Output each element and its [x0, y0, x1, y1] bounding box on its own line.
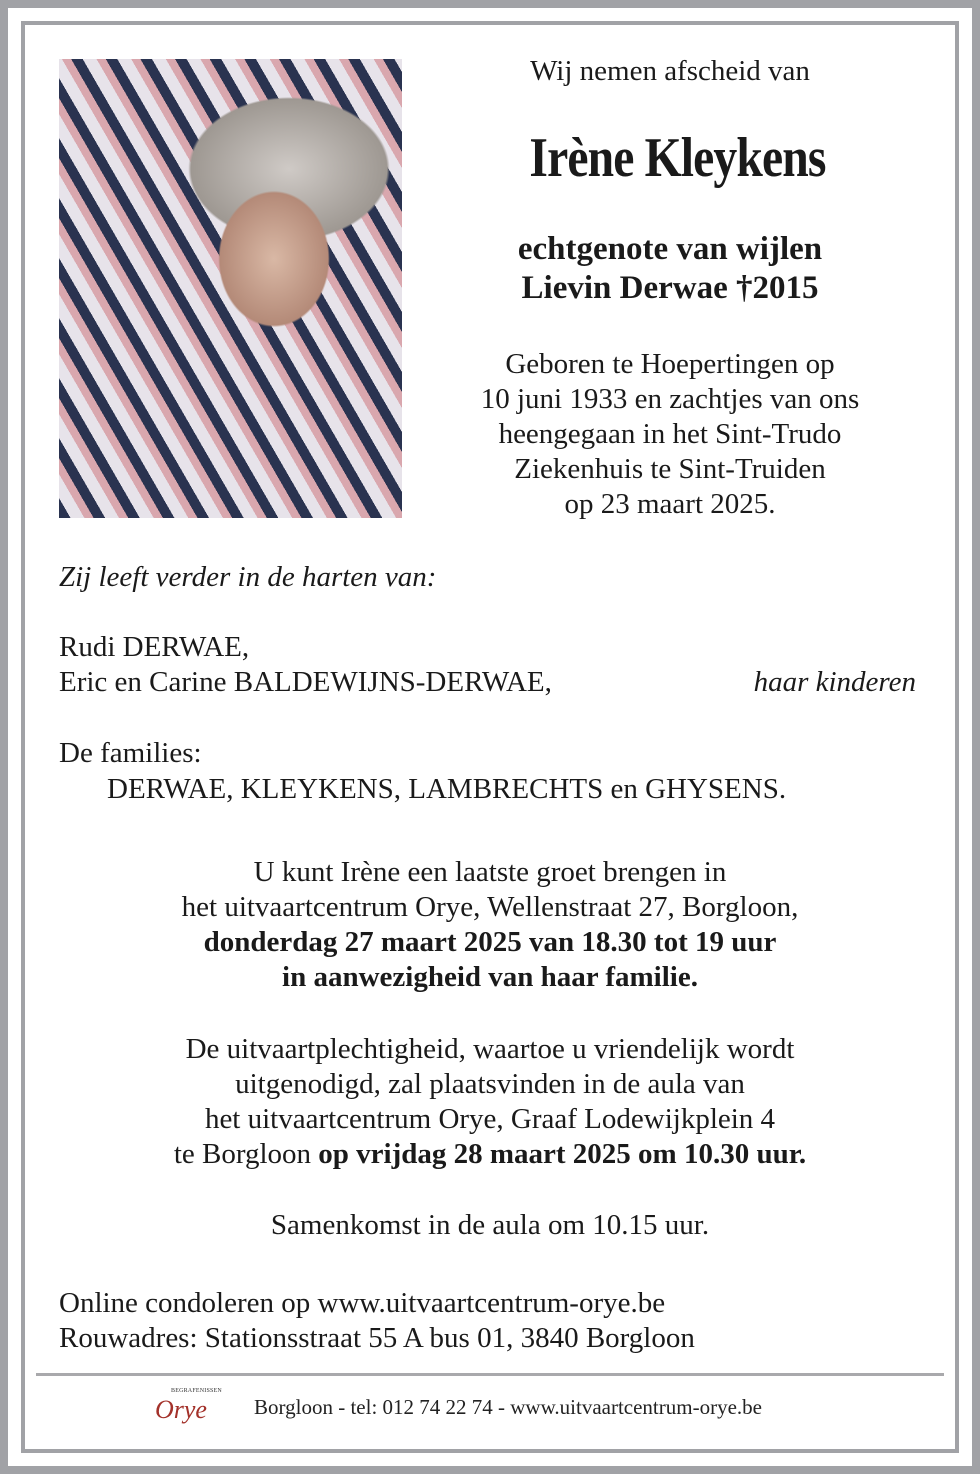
families-list: DERWAE, KLEYKENS, LAMBRECHTS en GHYSENS.	[107, 773, 787, 805]
visit-line: U kunt Irène een laatste groet brengen in	[253, 856, 727, 888]
portrait-photo	[59, 59, 402, 518]
ceremony-line: De uitvaartplechtigheid, waartoe u vriendelijk wordt	[185, 1033, 795, 1065]
spouse-line-2: Lievin Derwae †2015	[521, 270, 819, 306]
online-condolence: Online condoleren op www.uitvaartcentrum-orye.be	[59, 1287, 666, 1319]
deceased-name: Irène Kleykens	[529, 127, 826, 189]
child-name: Rudi DERWAE,	[59, 631, 250, 663]
visit-line: het uitvaartcentrum Orye, Wellenstraat 27, Borgloon,	[181, 891, 799, 923]
born-line: Ziekenhuis te Sint-Truiden	[514, 453, 826, 485]
ceremony-line	[40, 1137, 940, 1172]
ceremony-line: het uitvaartcentrum Orye, Graaf Lodewijkplein 4	[204, 1103, 776, 1135]
logo-subtitle: BEGRAFENISSEN	[171, 1388, 222, 1394]
mourning-address: Rouwadres: Stationsstraat 55 A bus 01, 3840 Borgloon	[59, 1322, 695, 1354]
visit-line: donderdag 27 maart 2025 van 18.30 tot 19 uur	[203, 926, 777, 958]
ceremony-date: op vrijdag 28 maart 2025 om 10.30 uur.	[318, 1138, 807, 1170]
families-label: De families:	[59, 737, 202, 769]
spouse-line-1: echtgenote van wijlen	[517, 231, 823, 267]
child-name: Eric en Carine BALDEWIJNS-DERWAE,	[59, 666, 552, 698]
intro-text: Wij nemen afscheid van	[530, 55, 810, 87]
born-line: Geboren te Hoepertingen op	[505, 348, 835, 380]
footer-divider	[36, 1373, 944, 1376]
born-line: op 23 maart 2025.	[564, 488, 776, 520]
orye-logo	[155, 1388, 235, 1426]
lives-on-text: Zij leeft verder in de harten van:	[59, 561, 437, 593]
born-line: 10 juni 1933 en zachtjes van ons	[480, 383, 860, 415]
visit-line: in aanwezigheid van haar familie.	[282, 961, 698, 993]
ceremony-place: te Borgloon	[173, 1138, 319, 1170]
born-line: heengegaan in het Sint-Trudo	[498, 418, 842, 450]
footer-contact: Borgloon - tel: 012 74 22 74 - www.uitvaartcentrum-orye.be	[254, 1395, 762, 1419]
gathering-text: Samenkomst in de aula om 10.15 uur.	[270, 1209, 710, 1241]
logo-text: Orye	[155, 1395, 207, 1424]
children-label: haar kinderen	[753, 666, 916, 698]
ceremony-line: uitgenodigd, zal plaatsvinden in de aula van	[235, 1068, 745, 1100]
